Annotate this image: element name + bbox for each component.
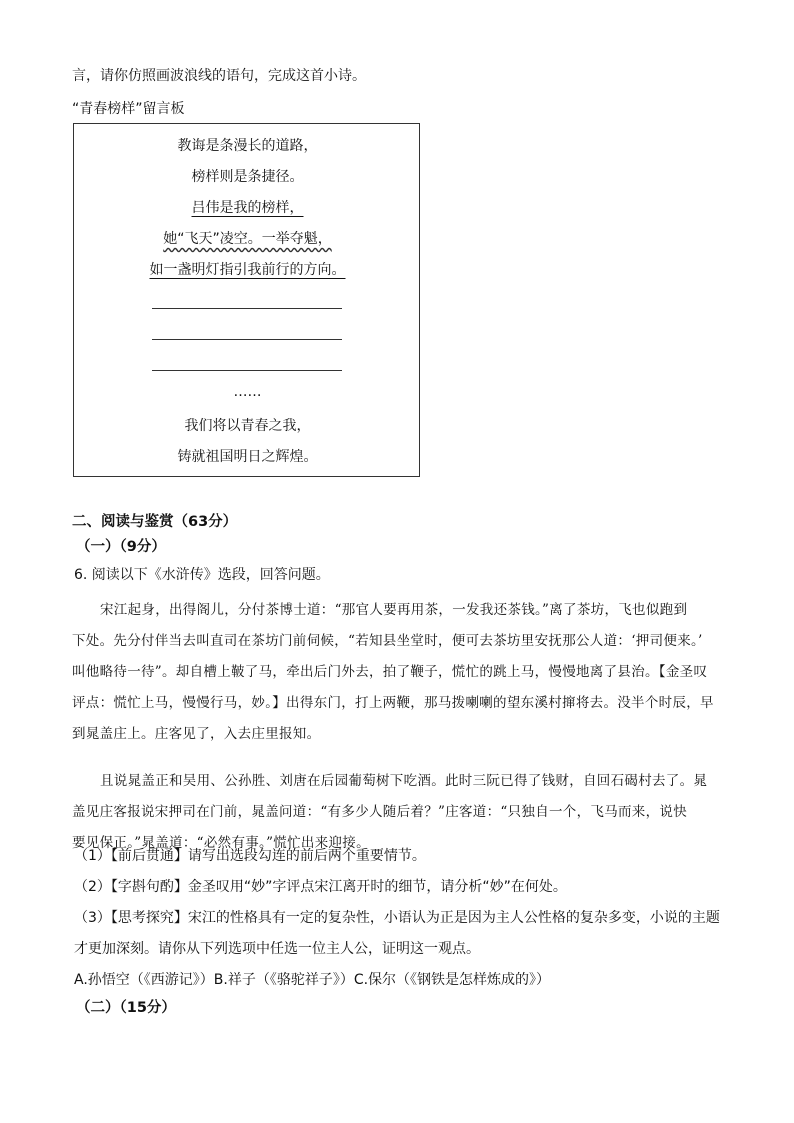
poem-line-1: 教诲是条漫长的道路，	[177, 138, 318, 154]
poem-line-3	[74, 198, 421, 218]
question-3-line-1: （3）【思考探究】宋江的性格具有一定的复杂性，小语认为正是因为主人公性格的复杂多变，小说的主题	[74, 910, 720, 926]
poem-line-2: 榜样则是条捷径。	[191, 169, 304, 185]
question-2: （2）【字斟句酌】金圣叹用“妙”字评点宋江离开时的细节，请分析“妙”在何处。	[74, 879, 567, 895]
poem-line-4	[74, 229, 421, 249]
part-2-title: （二）（15分）	[76, 1000, 176, 1016]
poem-line-4-text: 她“飞天”凌空。一举夺魁，	[163, 231, 332, 247]
answer-blank-3	[152, 370, 342, 371]
question-6-stem: 6. 阅读以下《水浒传》选段，回答问题。	[74, 567, 330, 583]
passage-p1-line-5: 到晁盖庄上。庄客见了，入去庄里报知。	[72, 726, 321, 742]
poem-ellipsis: ……	[233, 384, 262, 400]
passage-p2-line-2: 盖见庄客报说宋押司在门前，晁盖问道：“有多少人随后着？”庄客道：“只独自一个，飞马而来，说快	[72, 804, 688, 820]
passage-p2-line-1: 且说晁盖正和吴用、公孙胜、刘唐在后园葡萄树下吃酒。此时三阮已得了钱财，自回石碣村去了。晁	[100, 773, 708, 789]
board-title: “青春榜样”留言板	[72, 101, 185, 117]
passage	[72, 595, 724, 859]
section-2-title: 二、阅读与鉴赏（63分）	[72, 514, 238, 530]
poem-line-6: 我们将以青春之我，	[184, 418, 311, 434]
poem-line-5-text: 如一盏明灯指引我前行的方向。	[149, 262, 346, 278]
passage-p1-line-2: 下处。先分付伴当去叫直司在茶坊门前伺候，“若知县坐堂时，便可去茶坊里安抚那公人道：‘押司便来。’	[72, 633, 703, 649]
question-3-options: A.孙悟空（《西游记》）B.祥子（《骆驼祥子》）C.保尔（《钢铁是怎样炼成的》）	[74, 972, 551, 988]
poem-line-7: 铸就祖国明日之辉煌。	[177, 449, 318, 465]
passage-p1-line-4: 评点：慌忙上马，慢慢行马，妙。】出得东门，打上两鞭，那马拨喇喇的望东溪村撺将去。没半个时辰，早	[72, 695, 714, 711]
passage-p1-line-3: 叫他略待一待”。却自槽上鞁了马，牵出后门外去，拍了鞭子，慌忙的跳上马，慢慢地离了县治。【金圣叹	[72, 664, 708, 680]
passage-p2-line-3: 要见保正。”晁盖道：“必然有事。”慌忙出来迎接。	[72, 835, 370, 851]
passage-p1-line-1: 宋江起身，出得阁儿，分付茶博士道：“那官人要再用茶，一发我还茶钱。”离了茶坊，飞也似跑到	[100, 602, 688, 618]
question-1: （1）【前后贯通】请写出选段勾连的前后两个重要情节。	[74, 848, 426, 864]
question-3-line-2: 才更加深刻。请你从下列选项中任选一位主人公，证明这一观点。	[74, 941, 480, 957]
poem-line-5	[74, 260, 421, 280]
intro-line: 言，请你仿照画波浪线的语句，完成这首小诗。	[72, 68, 366, 84]
answer-blank-1	[152, 308, 342, 309]
part-1-title: （一）（9分）	[76, 539, 166, 555]
poem-line-3-text: 吕伟是我的榜样，	[191, 200, 304, 216]
answer-blank-2	[152, 339, 342, 340]
message-board-box	[73, 123, 420, 477]
